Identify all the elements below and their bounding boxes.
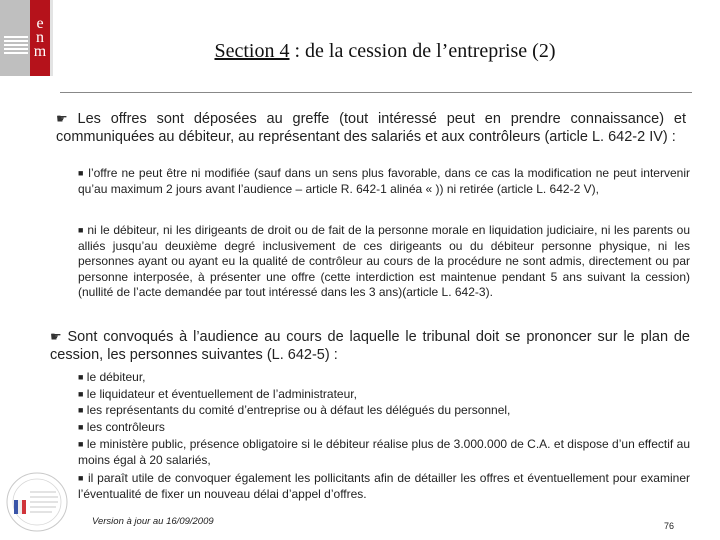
list-item-text: le débiteur, <box>86 370 146 384</box>
list-item <box>78 370 690 386</box>
list-item <box>78 166 690 197</box>
square-bullet-icon: ■ <box>78 225 84 235</box>
logo-letter-m: m <box>33 43 47 60</box>
list-item-text: les représentants du comité d’entreprise ou à défaut les délégués du personnel, <box>86 403 511 417</box>
list-item <box>78 471 690 502</box>
footer-version-date: Version à jour au 16/09/2009 <box>92 516 214 527</box>
square-bullet-icon: ■ <box>78 405 84 415</box>
bullet-paragraph-convocations <box>50 328 690 364</box>
square-bullet-icon: ■ <box>78 168 85 178</box>
square-bullet-icon: ■ <box>78 473 85 483</box>
list-item <box>78 223 690 301</box>
page-number: 76 <box>664 521 675 531</box>
logo-divider <box>50 0 53 76</box>
square-bullet-icon: ■ <box>78 422 84 432</box>
bullet-text: Sont convoqués à l’audience au cours de laquelle le tribunal doit se prononcer sur le plan de cession, les personnes suivantes (L. 642-5) : <box>50 329 690 363</box>
republic-seal-icon <box>4 470 70 534</box>
square-bullet-icon: ■ <box>78 389 84 399</box>
title-section-label: Section 4 <box>214 40 290 62</box>
list-item <box>78 437 690 468</box>
page-title <box>60 40 710 63</box>
logo-red-panel <box>30 0 50 76</box>
list-item-text: l’offre ne peut être ni modifiée (sauf dans un sens plus favorable, dans ce cas la modification ne peut intervenir qu’au maximum 2 jours avant l’audience – article R. 642-1 alinéa « )) ni retirée (article L. 642-2 V), <box>78 166 690 196</box>
list-item-text: le ministère public, présence obligatoire si le débiteur réalise plus de 3.000.000 de C.A. et dispose d’un effectif au moins égal à 20 salariés, <box>78 437 690 467</box>
list-item-text: ni le débiteur, ni les dirigeants de droit ou de fait de la personne morale en liquidation judiciaire, ni les parents ou alliés jusqu’au deuxième degré inclusivement de ces dirigeants ou du débiteur personne physique, ni les personnes ayant ou ayant eu la qualité de contrôleur au cours de la procédure ne sont admis, directement ou par personne interposée, à présenter une offre (cette interdiction est maintenue pendant 5 ans suivant la cession) (nullité de l’acte demandée par tout intéressé dans les 3 ans)(article L. 642-3). <box>78 223 690 299</box>
bullet-text: Les offres sont déposées au greffe (tout intéressé peut en prendre connaissance) et communiquées au débiteur, au représentant des salariés et aux contrôleurs (article L. 642-2 IV) : <box>56 111 686 145</box>
logo-letter-n: n <box>36 29 44 46</box>
enm-logo <box>0 0 50 76</box>
list-item <box>78 387 690 403</box>
square-bullet-icon: ■ <box>78 372 84 382</box>
logo-letter-e: e <box>36 15 44 32</box>
pointing-hand-icon: ☛ <box>50 329 62 344</box>
square-bullet-icon: ■ <box>78 439 84 449</box>
pointing-hand-icon: ☛ <box>56 111 68 126</box>
list-item-text: les contrôleurs <box>86 420 165 434</box>
list-item-text: il paraît utile de convoquer également les pollicitants afin de détailler les offres et éventuellement pour examiner l’éventualité de fixer un nouveau délai d’appel d’offres. <box>78 471 690 501</box>
list-item <box>78 420 690 436</box>
list-item-text: le liquidateur et éventuellement de l’administrateur, <box>86 387 357 401</box>
logo-stripes <box>4 36 28 56</box>
title-text: : de la cession de l’entreprise (2) <box>289 40 556 62</box>
list-item <box>78 403 690 419</box>
bullet-paragraph-offers <box>56 110 686 146</box>
title-divider <box>60 92 692 93</box>
